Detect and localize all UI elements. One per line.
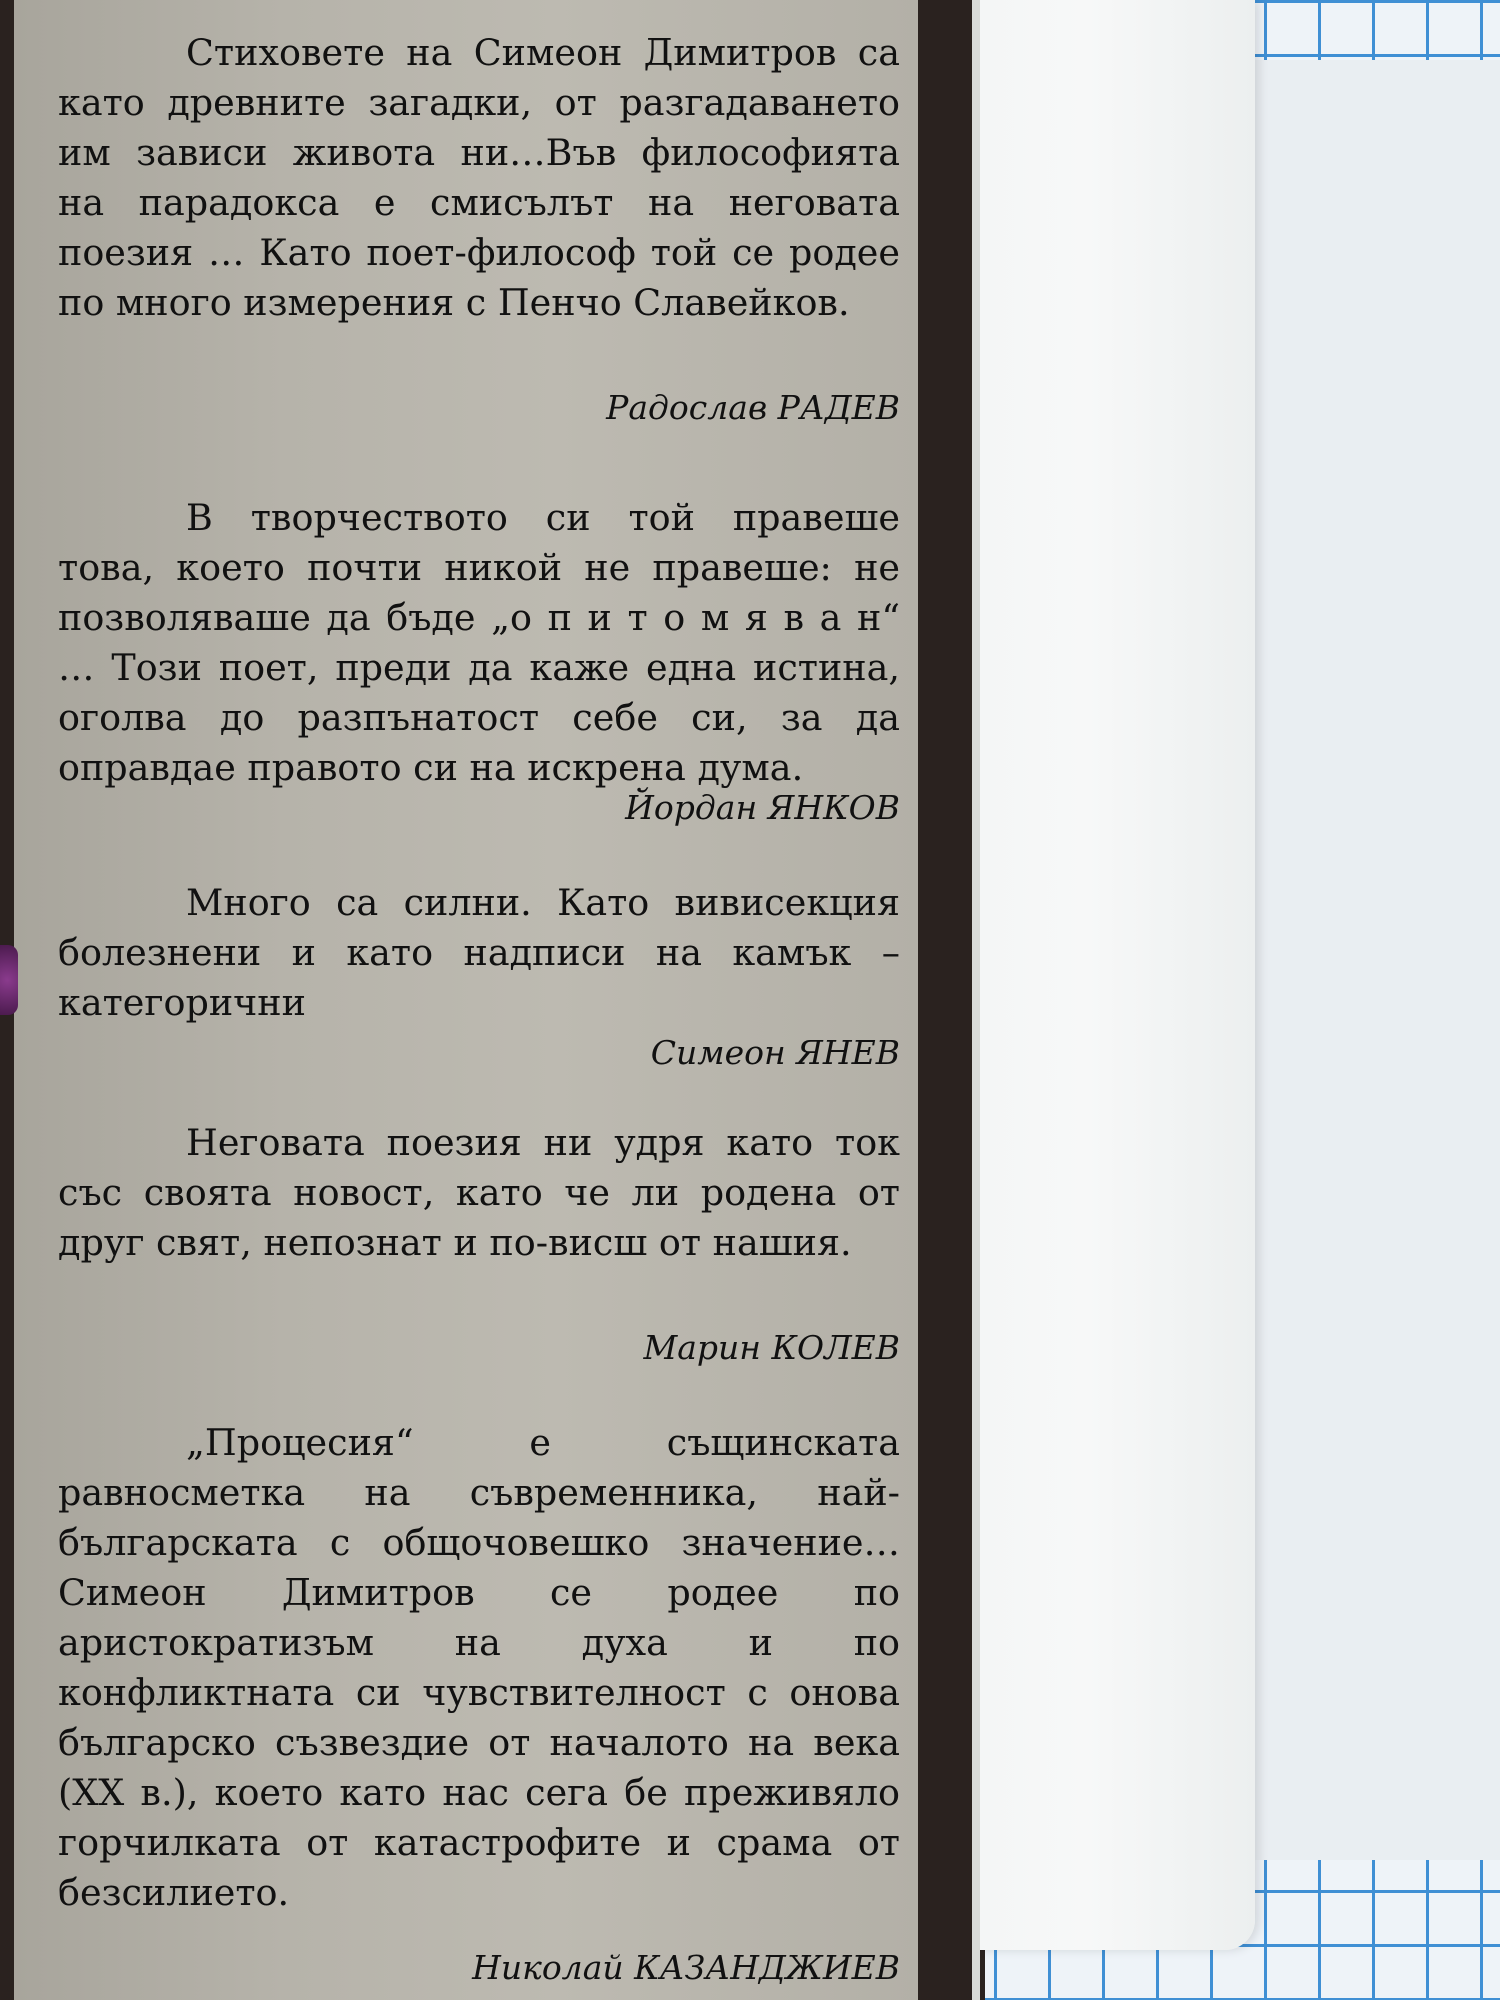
bookmark-ribbon: [0, 945, 18, 1015]
book-binding-edge: [972, 0, 980, 2000]
quote-text: „Процесия“ е същинската равносметка на съвременника, най-българската с общочовешко значение… Симеон Димитров се родее по аристократизъм на духа и по конфликтната си чувствителност с онова българско съзвездие от началото на века (XX в.), което като нас сега бе преживяло горчилката от катастрофите и срама от безсилието.: [58, 1421, 900, 1914]
quote-author: Йордан ЯНКОВ: [625, 788, 900, 827]
quote-author: Радослав РАДЕВ: [606, 388, 900, 427]
quote-text: В творчеството си той правеше това, което почти никой не правеше: не позволяваше да бъде „о п и т о м я в а н“ … Този поет, преди да каже една истина, оголва до разпънатост себе си, за да оправдае правото си на искрена дума.: [58, 496, 900, 789]
quote-text: Неговата поезия ни удря като ток със своята новост, като че ли родена от друг свят, непознат и по-висш от нашия.: [58, 1121, 900, 1264]
quote-author: Николай КАЗАНДЖИЕВ: [472, 1948, 900, 1987]
quote-author: Марин КОЛЕВ: [643, 1328, 900, 1367]
book-back-pages: [1215, 60, 1500, 1860]
book-open-page: [975, 0, 1255, 1950]
quote-text: Стиховете на Симеон Димитров са като древните загадки, от разгадаването им зависи живота ни…Във философията на парадокса е смисълът на неговата поезия … Като поет-философ той се родее по много измерения с Пенчо Славейков.: [58, 31, 900, 324]
quote-author: Симеон ЯНЕВ: [650, 1033, 900, 1072]
quote-text: Много са силни. Като вивисекция болезнени и като надписи на камък – категорични: [58, 881, 900, 1024]
